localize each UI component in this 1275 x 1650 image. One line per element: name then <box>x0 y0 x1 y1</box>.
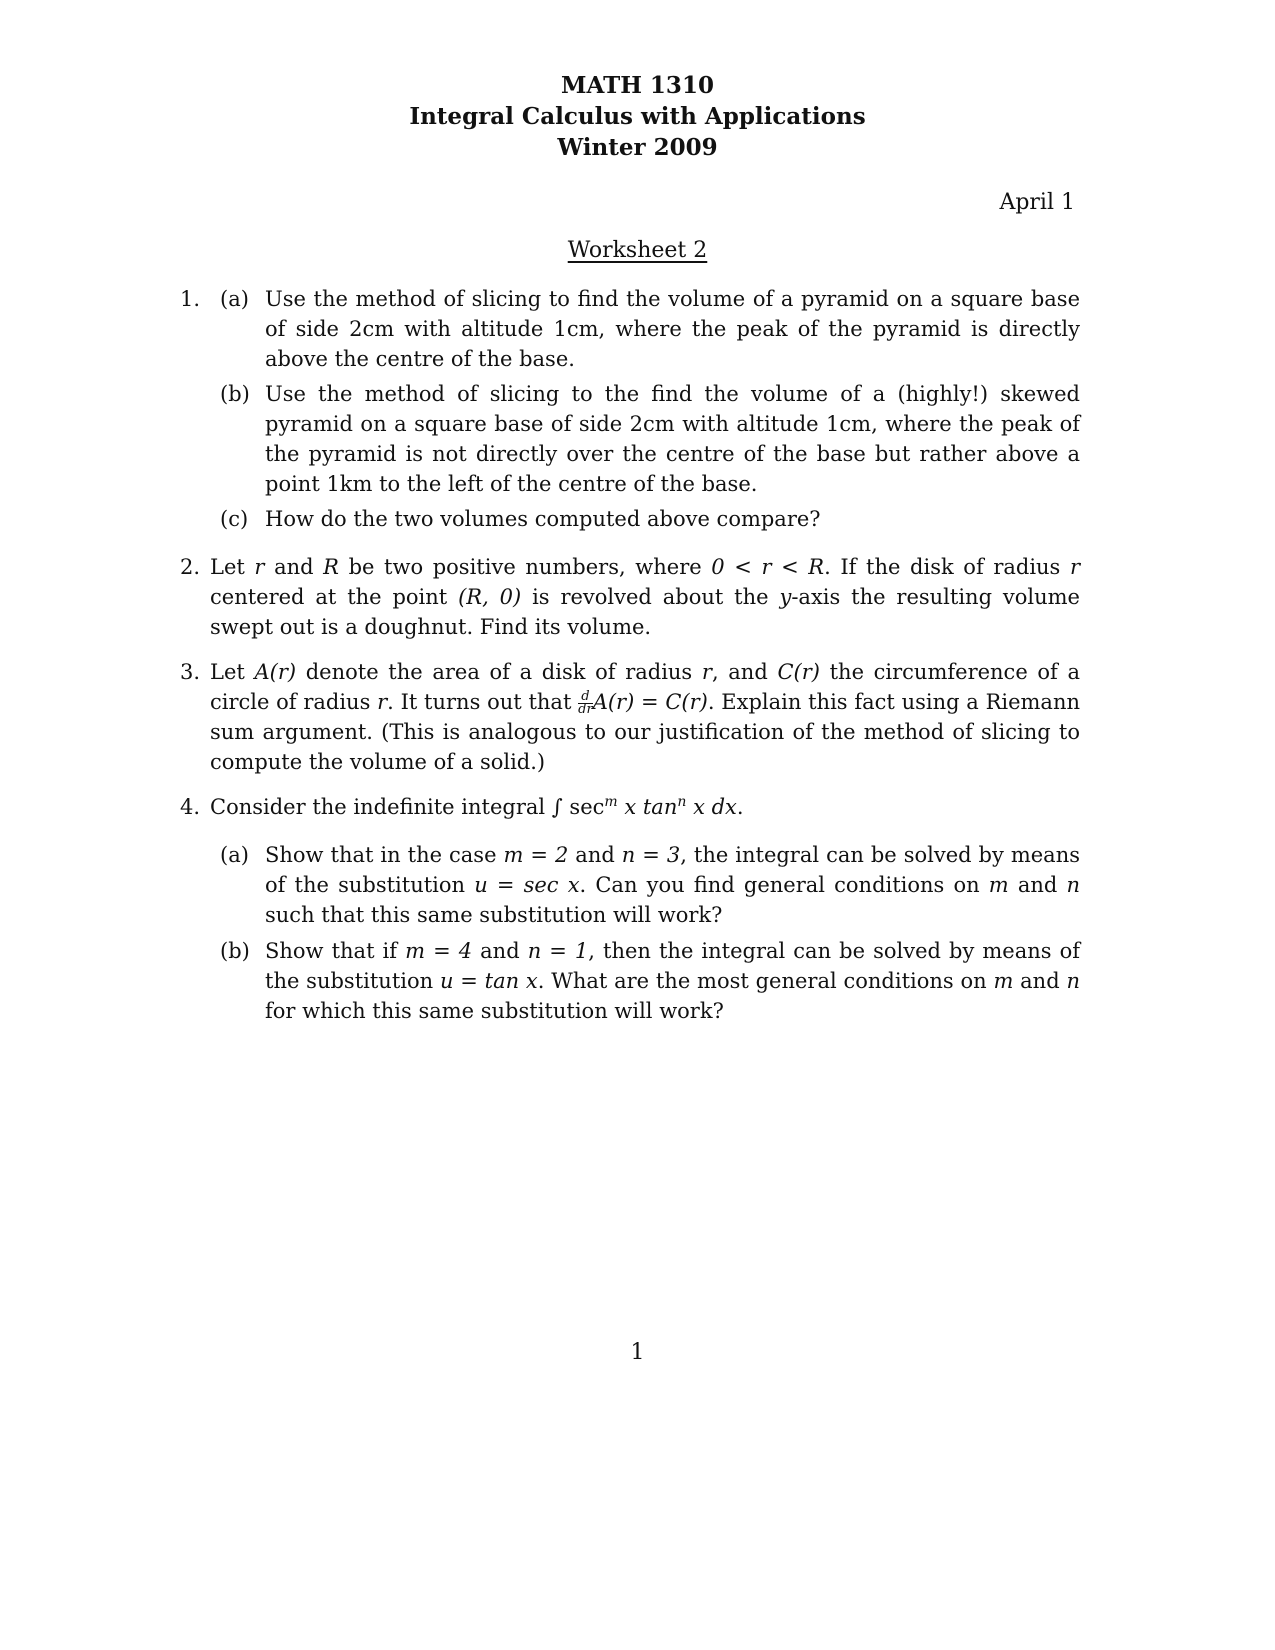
course-code: MATH 1310 <box>561 72 714 99</box>
question-2 <box>180 552 1080 642</box>
question-1a-label: (a) <box>220 287 249 311</box>
worksheet-page: MATH 1310 Integral Calculus with Applications Winter 2009 April 1 Worksheet 2 1. (a) Use the method of slicing to find the volume of a pyramid on a square base of side 2cm with altitude 1cm, where the peak of the pyramid is directly above the centre of the base. (b) Use the method of slicing to the find the volume of a (highly!) skewed pyramid on a square base of side 2cm with altitude 1cm, where the peak of the pyramid is not directly over the centre of the base but rather above a point 1km to the left of the centre of the base. (c) How do the two volumes computed above compare? 2. Let r and R be two positive numbers, where 0 < r < R. If the disk of radius r centered at the point (R, 0) is revolved about the y-axis the resulting volume swept out is a doughnut. Find its volume. 3. Let A(r) denote the area of a disk of radius r, and C(r) the circumference of a circle of radius r. It turns out that $\frac{d}{dr}$ A(r) = C(r). Explain this fact using a Riemann sum argument. (This is analogous to our justification of the method of slicing to compute the volume of a solid.) 4. Consider the indefinite integral ∫ $\sec^m x$ $\tan^n x$ dx. (a) Show that in the case m = 2 and n = 3, the integral can be solved by means of the substitution u = sec x. Can you find general conditions on m and n such that this same substitution will work? (b) Show that if m = 4 and n = 1, then the integral can be solved by means of the substitution u = tan x. What are the most general conditions on m and n for which this same substitution will work? 1 <box>0 0 1275 1650</box>
question-4b-label: (b) <box>220 939 250 963</box>
question-1a <box>220 284 1080 374</box>
question-1b <box>220 379 1080 499</box>
question-4b <box>220 936 1080 1026</box>
question-3-text: Let A(r) denote the area of a disk of radius r, and C(r) the circumference of a circle of radius r. It turns out that $\frac{d}{dr}$ A(r) = C(r). Explain this fact using a Riemann sum argument. (This is analogous to our justification of the method of slicing to compute the volume of a solid.) <box>210 660 1081 774</box>
derivative-fraction: $\frac{d}{dr}$ <box>578 689 593 717</box>
question-2-number: 2. <box>180 555 201 579</box>
question-1a-text: Use the method of slicing to find the volume of a pyramid on a square base of side 2cm with altitude 1cm, where the peak of the pyramid is directly above the centre of the base. <box>265 287 1080 371</box>
question-3 <box>180 657 1080 777</box>
question-4 <box>180 792 1080 822</box>
course-title: Integral Calculus with Applications <box>409 103 866 130</box>
question-2-text: Let r and R be two positive numbers, where 0 < r < R. If the disk of radius r centered at the point (R, 0) is revolved about the y-axis the resulting volume swept out is a doughnut. Find its volume. <box>210 555 1080 639</box>
question-1c <box>220 504 1080 534</box>
question-4a <box>220 840 1080 930</box>
question-4-number: 4. <box>180 795 201 819</box>
question-4a-label: (a) <box>220 843 249 867</box>
question-4-text: Consider the indefinite integral ∫ $\sec^m x$ $\tan^n x$ dx. <box>210 794 744 819</box>
question-3-number: 3. <box>180 660 201 684</box>
worksheet-date: April 1 <box>999 190 1075 215</box>
question-1b-text: Use the method of slicing to the find the volume of a (highly!) skewed pyramid on a square base of side 2cm with altitude 1cm, where the peak of the pyramid is not directly over the centre of the base but rather above a point 1km to the left of the centre of the base. <box>265 382 1080 496</box>
question-1b-label: (b) <box>220 382 250 406</box>
question-4b-text: Show that if m = 4 and n = 1, then the integral can be solved by means of the substitution u = tan x. What are the most general conditions on m and n for which this same substitution will work? <box>265 939 1080 1023</box>
question-1c-label: (c) <box>220 507 249 531</box>
worksheet-title <box>0 238 1275 263</box>
page-number: 1 <box>630 1340 645 1365</box>
integral-expression: ∫ sec <box>551 795 605 819</box>
question-1c-text: How do the two volumes computed above compare? <box>265 507 821 531</box>
question-4a-text: Show that in the case m = 2 and n = 3, the integral can be solved by means of the substitution u = sec x. Can you find general conditions on m and n such that this same substitution will work? <box>265 843 1081 927</box>
worksheet-title-text: Worksheet 2 <box>567 238 708 263</box>
document-header <box>0 70 1275 163</box>
course-term: Winter 2009 <box>557 134 718 161</box>
